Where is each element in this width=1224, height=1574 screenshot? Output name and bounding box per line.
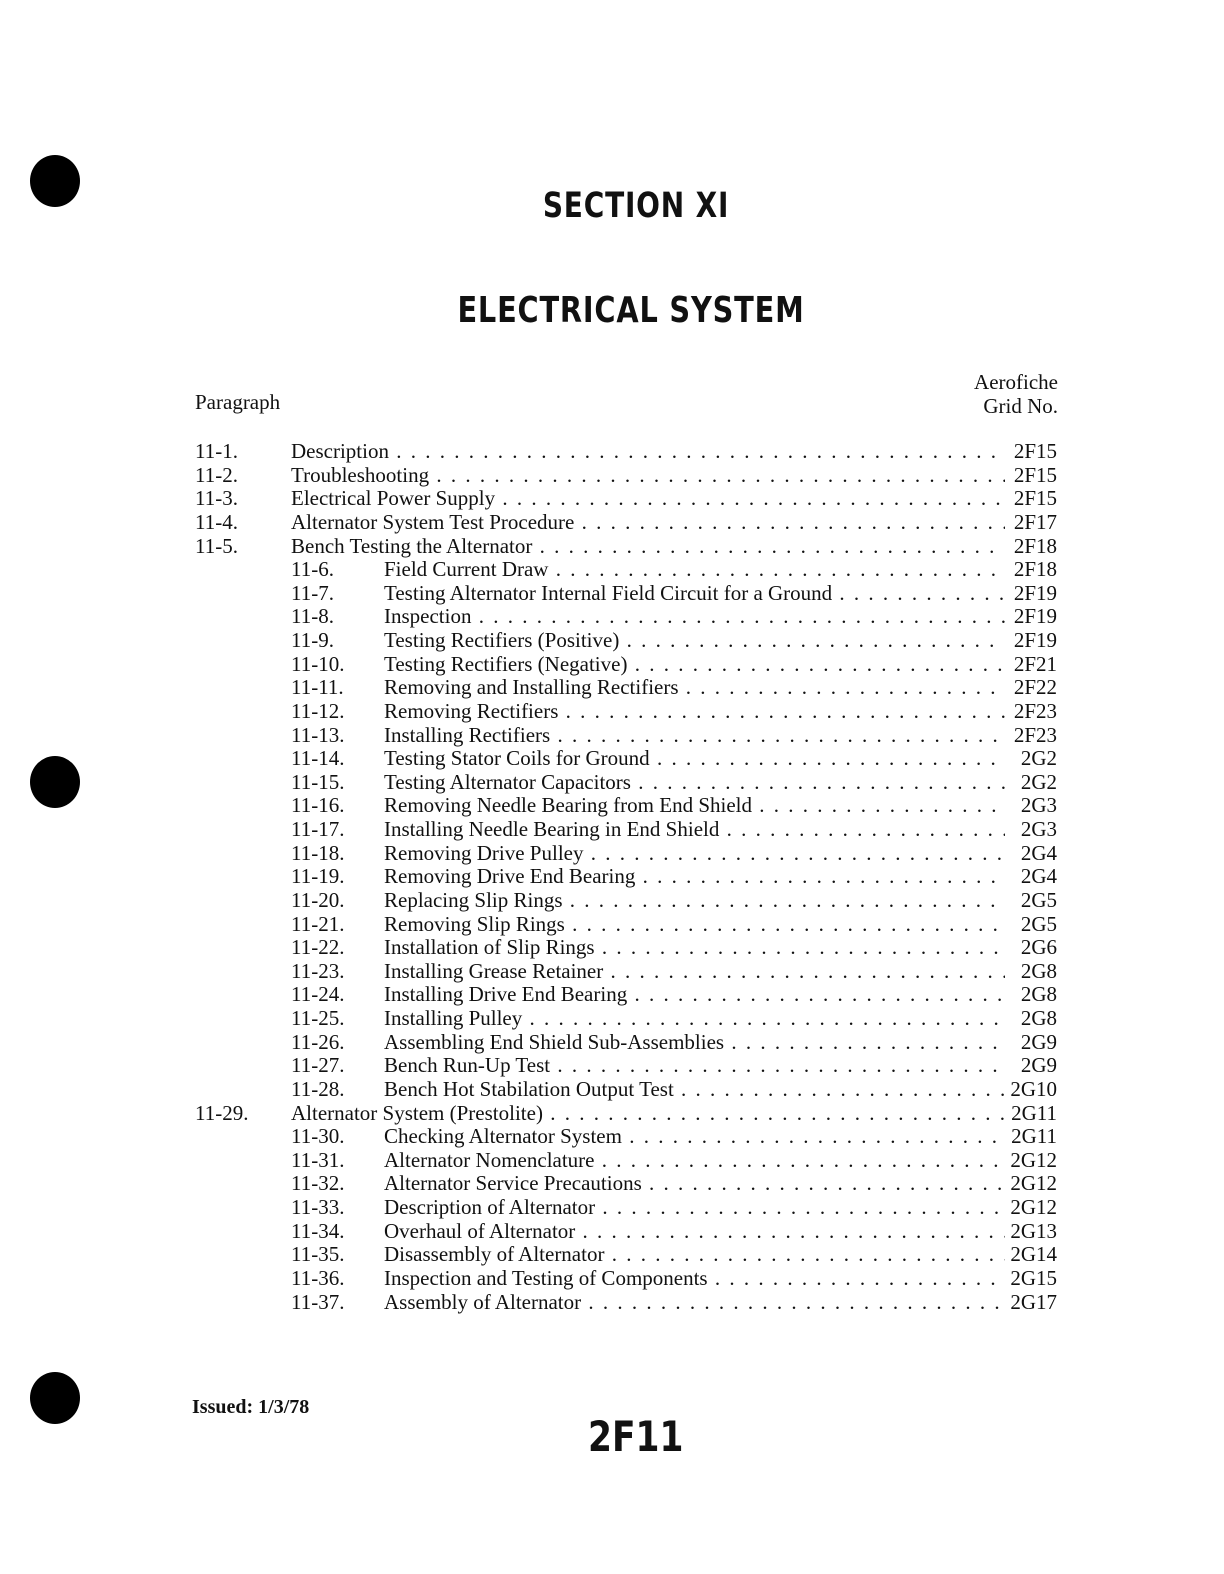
toc-entry-number: 11-1. <box>195 439 238 463</box>
toc-entry-grid-number: 2G6 <box>1020 935 1057 960</box>
toc-entry-title: Alternator System Test Procedure . . . <box>291 511 1005 535</box>
toc-entry-grid-number: 2F19 <box>1013 628 1057 652</box>
toc-entry-grid-number: 2F23 <box>1013 698 1057 723</box>
toc-entry <box>195 1054 1057 1078</box>
toc-entry-title: Bench Testing the Alternator . . . <box>291 535 1005 559</box>
toc-entry-title: Installing Grease Retainer . . . <box>384 960 1005 984</box>
toc-entry <box>195 771 1057 795</box>
toc-entry-number: 11-31. <box>291 1147 345 1172</box>
toc-entry-number: 11-25. <box>291 1006 345 1030</box>
toc-entry-title: Removing Rectifiers . . . <box>384 700 1005 724</box>
toc-entry-grid-number: 2F19 <box>1013 580 1057 605</box>
toc-entry-title: Alternator System (Prestolite) . . . <box>291 1102 1005 1126</box>
toc-entry-number: 11-15. <box>291 769 345 794</box>
toc-entry-grid-number: 2F18 <box>1013 533 1057 558</box>
toc-entry-title: Assembling End Shield Sub-Assemblies . . . <box>384 1031 1005 1055</box>
toc-entry <box>195 440 1057 464</box>
toc-entry-grid-number: 2G17 <box>1010 1289 1057 1314</box>
toc-entry-grid-number: 2G2 <box>1020 746 1057 771</box>
toc-entry <box>195 1031 1057 1055</box>
toc-entry-number: 11-32. <box>291 1171 345 1196</box>
binder-punch-hole <box>30 155 80 207</box>
toc-entry-grid-number: 2G10 <box>1010 1076 1057 1101</box>
toc-entry <box>195 1196 1057 1220</box>
toc-entry-title: Testing Rectifiers (Negative) . . . <box>384 653 1005 677</box>
toc-entry-title: Overhaul of Alternator . . . <box>384 1220 1005 1244</box>
toc-entry-title: Testing Alternator Internal Field Circuit for a Ground . . . <box>384 582 1005 606</box>
toc-entry-number: 11-9. <box>291 628 334 652</box>
toc-entry-grid-number: 2G14 <box>1010 1242 1057 1267</box>
toc-entry-number: 11-16. <box>291 793 345 818</box>
toc-entry-grid-number: 2F18 <box>1013 557 1057 582</box>
toc-entry <box>195 1291 1057 1315</box>
toc-entry-grid-number: 2F22 <box>1013 675 1057 700</box>
toc-entry-title: Disassembly of Alternator . . . <box>384 1243 1005 1267</box>
toc-entry-grid-number: 2G3 <box>1020 817 1057 841</box>
toc-entry-number: 11-5. <box>195 533 238 558</box>
toc-entry <box>195 794 1057 818</box>
toc-entry-title: Testing Stator Coils for Ground . . . <box>384 747 1005 771</box>
toc-entry-number: 11-18. <box>291 840 345 865</box>
toc-entry-title: Installing Pulley . . . <box>384 1007 1005 1031</box>
toc-entry-title: Replacing Slip Rings . . . <box>384 889 1005 913</box>
toc-entry <box>195 535 1057 559</box>
toc-entry <box>195 629 1057 653</box>
toc-entry-grid-number: 2F15 <box>1013 439 1057 463</box>
toc-entry-number: 11-13. <box>291 722 345 747</box>
toc-entry-number: 11-28. <box>291 1076 345 1101</box>
toc-entry-title: Alternator Service Precautions . . . <box>384 1172 1005 1196</box>
toc-entry-grid-number: 2G8 <box>1020 958 1057 983</box>
toc-entry-number: 11-7. <box>291 580 334 605</box>
toc-entry-title: Installing Needle Bearing in End Shield . . . <box>384 818 1005 842</box>
toc-entry-grid-number: 2G12 <box>1010 1171 1057 1196</box>
toc-entry-title: Installing Drive End Bearing . . . <box>384 983 1005 1007</box>
page-number: 2F11 <box>588 1412 684 1461</box>
toc-entry-number: 11-11. <box>291 675 344 700</box>
toc-entry <box>195 676 1057 700</box>
toc-entry-grid-number: 2G12 <box>1010 1147 1057 1172</box>
toc-entry-grid-number: 2G9 <box>1020 1053 1057 1078</box>
toc-entry-number: 11-36. <box>291 1265 345 1290</box>
toc-entry <box>195 842 1057 866</box>
toc-entry-grid-number: 2F17 <box>1013 509 1057 534</box>
toc-entry-title: Alternator Nomenclature . . . <box>384 1149 1005 1173</box>
toc-entry-number: 11-35. <box>291 1242 345 1267</box>
binder-punch-hole <box>30 1372 80 1424</box>
paragraph-column-header: Paragraph <box>195 390 281 414</box>
toc-entry-number: 11-30. <box>291 1124 345 1149</box>
toc-entry-number: 11-6. <box>291 557 334 582</box>
toc-entry-grid-number: 2G5 <box>1020 911 1057 936</box>
toc-entry-number: 11-8. <box>291 604 334 629</box>
toc-entry-title: Bench Hot Stabilation Output Test . . . <box>384 1078 1005 1102</box>
toc-entry-grid-number: 2G11 <box>1011 1100 1057 1125</box>
toc-entry-grid-number: 2G9 <box>1020 1029 1057 1054</box>
toc-entry <box>195 865 1057 889</box>
toc-entry-number: 11-22. <box>291 935 345 960</box>
toc-entry-grid-number: 2F23 <box>1013 722 1057 747</box>
toc-entry <box>195 913 1057 937</box>
toc-entry <box>195 1007 1057 1031</box>
toc-entry <box>195 582 1057 606</box>
toc-entry <box>195 1149 1057 1173</box>
toc-entry-grid-number: 2G5 <box>1020 887 1057 912</box>
toc-entry-title: Bench Run-Up Test . . . <box>384 1054 1005 1078</box>
toc-entry-number: 11-26. <box>291 1029 345 1054</box>
toc-entry-title: Removing Drive Pulley . . . <box>384 842 1005 866</box>
toc-entry-number: 11-4. <box>195 509 238 534</box>
toc-entry <box>195 724 1057 748</box>
binder-punch-hole <box>30 756 80 808</box>
toc-entry-number: 11-37. <box>291 1289 345 1314</box>
toc-entry-title: Inspection . . . <box>384 605 1005 629</box>
toc-entry-grid-number: 2G4 <box>1020 840 1057 865</box>
toc-entry-title: Removing and Installing Rectifiers . . . <box>384 676 1005 700</box>
toc-entry <box>195 487 1057 511</box>
toc-entry <box>195 1102 1057 1126</box>
toc-entry-grid-number: 2G2 <box>1020 769 1057 794</box>
toc-entry-number: 11-12. <box>291 698 345 723</box>
section-label: SECTION XI <box>542 186 730 226</box>
toc-entry <box>195 983 1057 1007</box>
toc-entry <box>195 1172 1057 1196</box>
toc-entry-number: 11-3. <box>195 486 238 511</box>
grid-header-line-1: Aerofiche <box>974 370 1058 394</box>
toc-entry-number: 11-19. <box>291 864 345 889</box>
toc-entry-grid-number: 2G13 <box>1010 1218 1057 1243</box>
toc-entry-title: Installation of Slip Rings . . . <box>384 936 1005 960</box>
grid-header-line-2: Grid No. <box>983 394 1058 418</box>
toc-entry-title: Removing Slip Rings . . . <box>384 913 1005 937</box>
toc-entry-number: 11-20. <box>291 887 345 912</box>
toc-entry-number: 11-29. <box>195 1100 249 1125</box>
toc-entry-number: 11-27. <box>291 1053 345 1078</box>
toc-entry-title: Removing Drive End Bearing . . . <box>384 865 1005 889</box>
toc-entry <box>195 511 1057 535</box>
toc-entry-grid-number: 2G15 <box>1010 1265 1057 1290</box>
issued-date: Issued: 1/3/78 <box>192 1396 310 1418</box>
toc-entry-number: 11-2. <box>195 462 238 487</box>
toc-entry-title: Installing Rectifiers . . . <box>384 724 1005 748</box>
toc-entry-number: 11-14. <box>291 746 345 771</box>
toc-entry-grid-number: 2G12 <box>1010 1195 1057 1219</box>
toc-entry-number: 11-34. <box>291 1218 345 1243</box>
toc-entry-grid-number: 2F21 <box>1013 651 1057 676</box>
toc-entry <box>195 936 1057 960</box>
toc-entry-title: Electrical Power Supply . . . <box>291 487 1005 511</box>
toc-entry-title: Field Current Draw . . . <box>384 558 1005 582</box>
table-of-contents <box>195 440 1057 1314</box>
toc-entry-title: Testing Rectifiers (Positive) . . . <box>384 629 1005 653</box>
toc-entry-number: 11-17. <box>291 817 345 841</box>
toc-entry <box>195 700 1057 724</box>
toc-entry-grid-number: 2F19 <box>1013 604 1057 629</box>
toc-entry <box>195 818 1057 842</box>
toc-entry-title: Assembly of Alternator . . . <box>384 1291 1005 1315</box>
toc-entry <box>195 889 1057 913</box>
toc-entry-number: 11-24. <box>291 982 345 1007</box>
toc-entry-grid-number: 2G8 <box>1020 982 1057 1007</box>
toc-entry-grid-number: 2G3 <box>1020 793 1057 818</box>
toc-entry <box>195 1267 1057 1291</box>
toc-entry <box>195 605 1057 629</box>
toc-entry-grid-number: 2F15 <box>1013 462 1057 487</box>
toc-entry-grid-number: 2G8 <box>1020 1006 1057 1030</box>
toc-entry-number: 11-33. <box>291 1195 345 1219</box>
toc-entry-grid-number: 2G11 <box>1011 1124 1057 1149</box>
toc-entry-title: Inspection and Testing of Components . . . <box>384 1267 1005 1291</box>
toc-entry-grid-number: 2G4 <box>1020 864 1057 889</box>
toc-entry <box>195 558 1057 582</box>
section-title: ELECTRICAL SYSTEM <box>457 290 805 331</box>
toc-entry <box>195 464 1057 488</box>
toc-entry-title: Checking Alternator System . . . <box>384 1125 1005 1149</box>
toc-entry-title: Removing Needle Bearing from End Shield . . . <box>384 794 1005 818</box>
toc-entry-title: Description . . . <box>291 440 1005 464</box>
toc-entry <box>195 1125 1057 1149</box>
toc-entry-title: Troubleshooting . . . <box>291 464 1005 488</box>
toc-entry <box>195 1243 1057 1267</box>
toc-entry-title: Testing Alternator Capacitors . . . <box>384 771 1005 795</box>
toc-entry-number: 11-23. <box>291 958 345 983</box>
toc-entry <box>195 1220 1057 1244</box>
toc-entry-grid-number: 2F15 <box>1013 486 1057 511</box>
toc-entry-title: Description of Alternator . . . <box>384 1196 1005 1220</box>
toc-entry <box>195 653 1057 677</box>
grid-column-header <box>974 370 1058 418</box>
toc-entry <box>195 747 1057 771</box>
toc-entry <box>195 1078 1057 1102</box>
toc-entry <box>195 960 1057 984</box>
toc-entry-number: 11-21. <box>291 911 345 936</box>
toc-entry-number: 11-10. <box>291 651 345 676</box>
